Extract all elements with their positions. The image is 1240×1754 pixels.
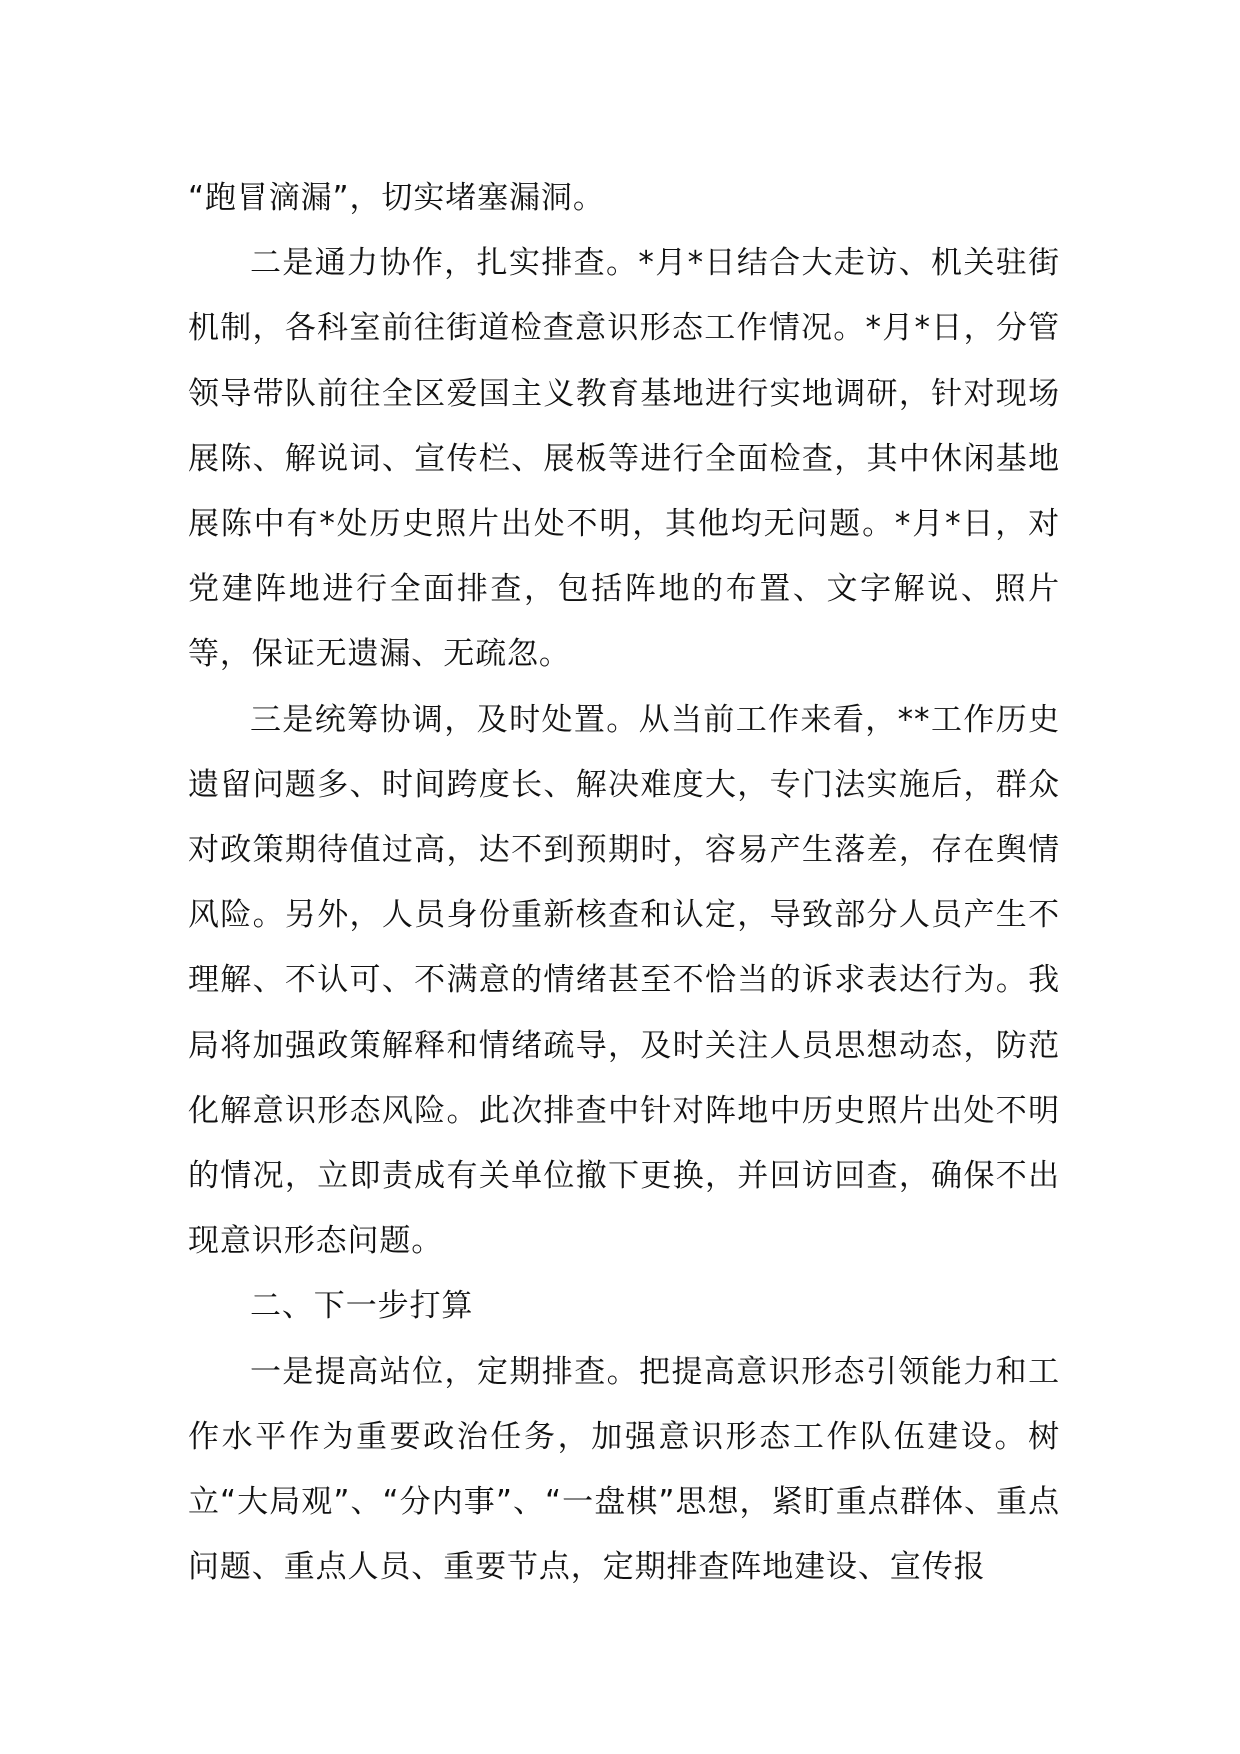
paragraph-continuation: “跑冒滴漏”，切实堵塞漏洞。 xyxy=(188,180,605,216)
section-heading-next-steps: 二、下一步打算 xyxy=(250,1288,474,1325)
paragraph-collaborative-inspection: 二是通力协作，扎实排查。*月*日结合大走访、机关驻街机制，各科室前往街道检查意识形态工作情况。*月*日，分管领导带队前往全区爱国主义教育基地进行实地调研，针对现场展陈、解说词、宣传栏、展板等进行全面检查，其中休闲基地展陈中有*处历史照片出处不明，其他均无问题。*月*日，对党建阵地进行全面排查，包括阵地的布置、文字解说、照片等，保证无遗漏、无疏忽。 xyxy=(188,245,1060,673)
paragraph-coordination-handling: 三是统筹协调，及时处置。从当前工作来看，**工作历史遗留问题多、时间跨度长、解决难度大，专门法实施后，群众对政策期待值过高，达不到预期时，容易产生落差，存在舆情风险。另外，人员身份重新核查和认定，导致部分人员产生不理解、不认可、不满意的情绪甚至不恰当的诉求表达行为。我局将加强政策解释和情绪疏导，及时关注人员思想动态，防范化解意识形态风险。此次排查中针对阵地中历史照片出处不明的情况，立即责成有关单位撤下更换，并回访回查，确保不出现意识形态问题。 xyxy=(188,701,1060,1260)
document-body xyxy=(188,166,1060,1600)
paragraph-raise-standing: 一是提高站位，定期排查。把提高意识形态引领能力和工作水平作为重要政治任务，加强意识形态工作队伍建设。树立“大局观”、“分内事”、“一盘棋”思想，紧盯重点群体、重点问题、重点人员、重要节点，定期排查阵地建设、宣传报 xyxy=(188,1353,1060,1586)
